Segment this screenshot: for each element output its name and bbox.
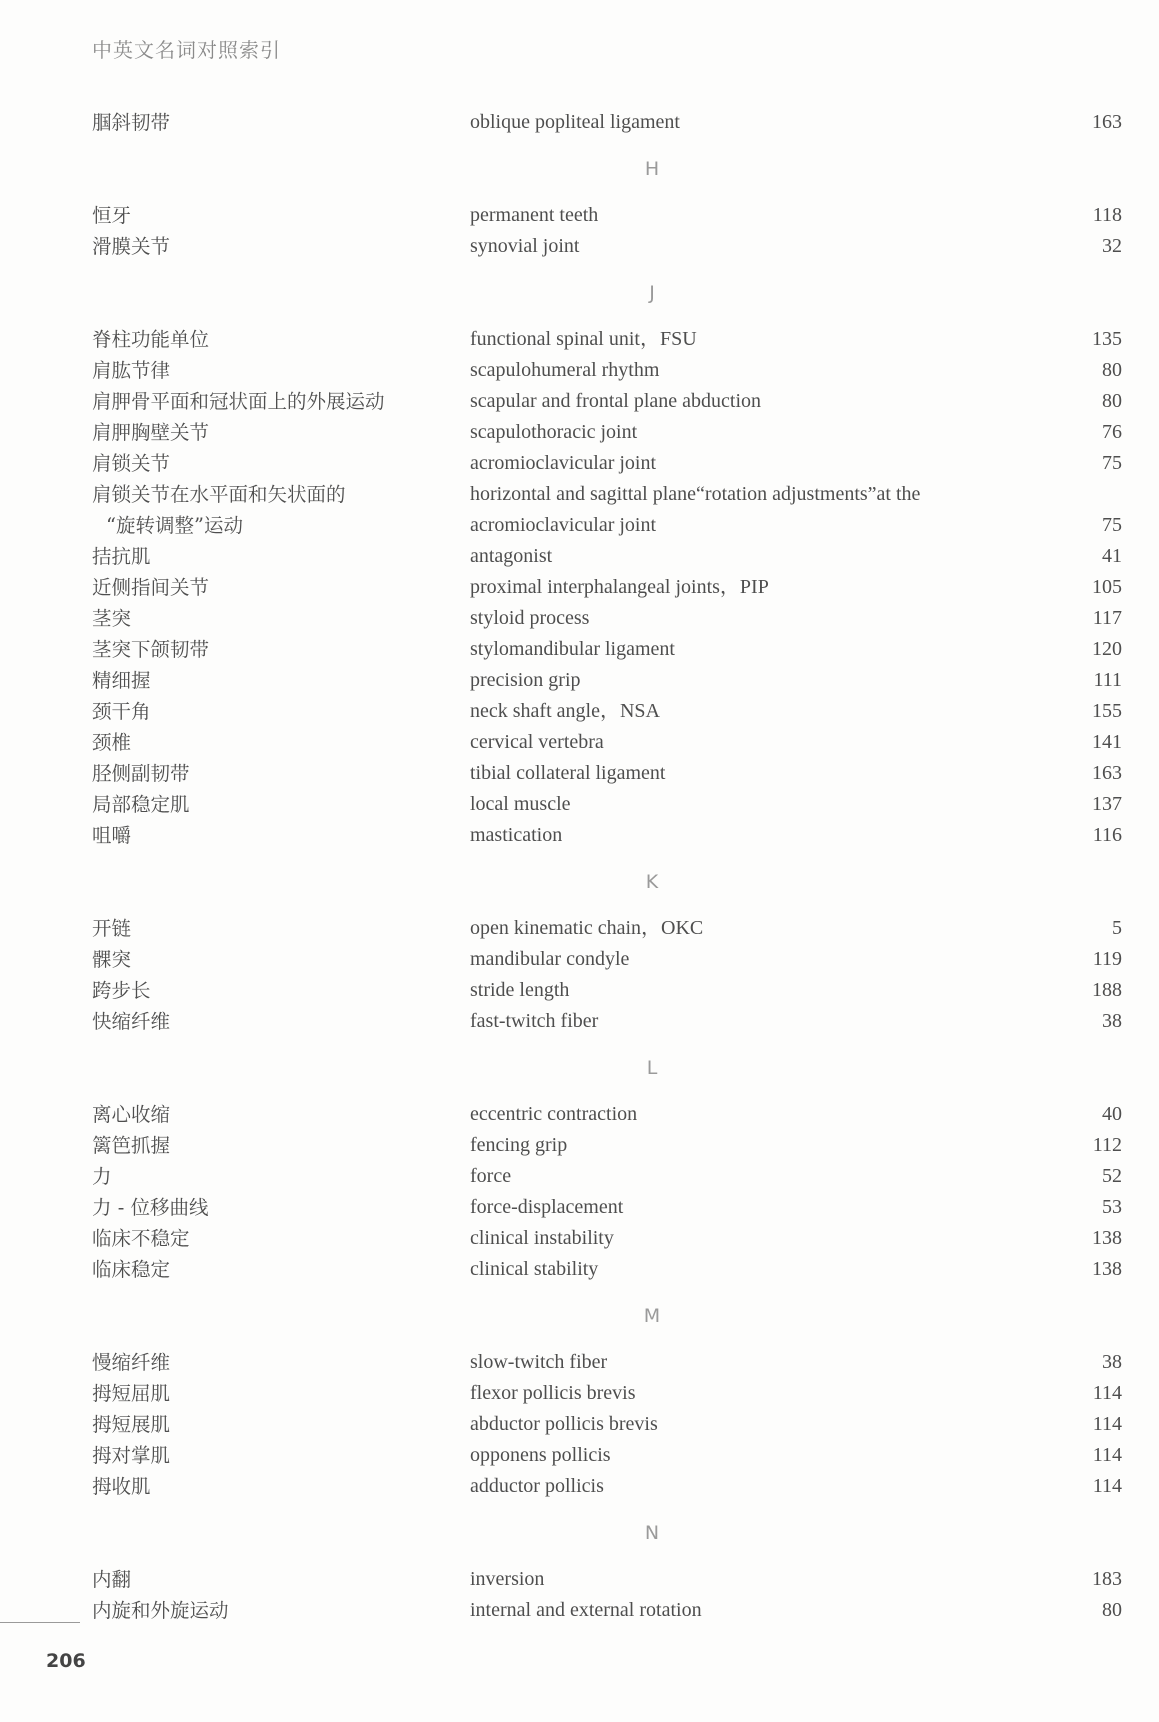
- page-reference: 114: [1092, 1444, 1122, 1466]
- english-term: tibial collateral ligament: [470, 762, 666, 784]
- page-reference: 76: [1102, 421, 1122, 443]
- english-term: styloid process: [470, 607, 590, 629]
- chinese-term: 茎突: [92, 607, 132, 630]
- chinese-term: 近侧指间关节: [92, 576, 210, 599]
- index-entry: [92, 1223, 1122, 1254]
- running-head: 中英文名词对照索引: [92, 38, 281, 62]
- english-term: scapulothoracic joint: [470, 421, 638, 443]
- index-entry: [92, 789, 1122, 820]
- chinese-term: 咀嚼: [92, 824, 132, 847]
- index-entry: [92, 324, 1122, 355]
- chinese-term: 胫侧副韧带: [92, 762, 190, 785]
- index-entry: [92, 355, 1122, 386]
- chinese-term: “旋转调整”运动: [106, 514, 243, 537]
- page-reference: 80: [1102, 1599, 1122, 1621]
- english-term: inversion: [470, 1568, 545, 1590]
- page-reference: 5: [1112, 917, 1122, 939]
- chinese-term: 内旋和外旋运动: [92, 1599, 229, 1622]
- chinese-term: 拇短展肌: [92, 1413, 171, 1436]
- page-reference: 141: [1092, 731, 1122, 753]
- page-reference: 135: [1092, 328, 1122, 350]
- english-term: acromioclavicular joint: [470, 452, 657, 474]
- english-term: acromioclavicular joint: [470, 514, 657, 536]
- english-term: synovial joint: [470, 235, 580, 257]
- chinese-term: 力: [92, 1165, 112, 1188]
- page-reference: 38: [1102, 1010, 1122, 1032]
- chinese-term: 脊柱功能单位: [92, 328, 210, 351]
- page-reference: 163: [1092, 762, 1122, 784]
- footer-rule: [0, 1622, 80, 1623]
- index-entry: [92, 820, 1122, 851]
- english-term: horizontal and sagittal plane“rotation adjustments”at the: [470, 483, 921, 505]
- index-entry: [92, 479, 1122, 510]
- index-entry: [92, 510, 1122, 541]
- page-reference: 155: [1092, 700, 1122, 722]
- page-reference: 40: [1102, 1103, 1122, 1125]
- english-term: mandibular condyle: [470, 948, 630, 970]
- chinese-term: 精细握: [92, 669, 151, 692]
- index-entry: [92, 200, 1122, 231]
- english-term: opponens pollicis: [470, 1444, 611, 1466]
- index-entry: [92, 448, 1122, 479]
- page-reference: 114: [1092, 1382, 1122, 1404]
- page-reference: 138: [1092, 1227, 1122, 1249]
- index-entry: [92, 1409, 1122, 1440]
- index-entry: [92, 541, 1122, 572]
- english-term: force: [470, 1165, 512, 1187]
- page-reference: 163: [1092, 111, 1122, 133]
- chinese-term: 力 - 位移曲线: [92, 1196, 209, 1219]
- english-term: oblique popliteal ligament: [470, 111, 680, 133]
- chinese-term: 髁突: [92, 948, 132, 971]
- chinese-term: 慢缩纤维: [92, 1351, 171, 1374]
- english-term: fencing grip: [470, 1134, 568, 1156]
- index-entry: [92, 603, 1122, 634]
- chinese-term: 临床稳定: [92, 1258, 171, 1281]
- english-term: open kinematic chain，OKC: [470, 917, 704, 939]
- page-number: 206: [46, 1650, 86, 1672]
- chinese-term: 茎突下颌韧带: [92, 638, 210, 661]
- page-reference: 137: [1092, 793, 1122, 815]
- english-term: flexor pollicis brevis: [470, 1382, 636, 1404]
- chinese-term: 肩肱节律: [92, 359, 171, 382]
- english-term: force-displacement: [470, 1196, 624, 1218]
- chinese-term: 跨步长: [92, 979, 151, 1002]
- chinese-term: 快缩纤维: [92, 1010, 171, 1033]
- page-reference: 105: [1092, 576, 1122, 598]
- section-letter: H: [644, 158, 660, 180]
- page-reference: 112: [1092, 1134, 1122, 1156]
- english-term: cervical vertebra: [470, 731, 604, 753]
- index-entry: [92, 1440, 1122, 1471]
- index-entry: [92, 1378, 1122, 1409]
- english-term: clinical stability: [470, 1258, 599, 1280]
- index-entry: [92, 1254, 1122, 1285]
- english-term: eccentric contraction: [470, 1103, 638, 1125]
- index-entry: [92, 1347, 1122, 1378]
- index-entry: [92, 758, 1122, 789]
- chinese-term: 肩胛骨平面和冠状面上的外展运动: [92, 390, 385, 413]
- page-reference: 138: [1092, 1258, 1122, 1280]
- page-reference: 119: [1092, 948, 1122, 970]
- index-entry: [92, 696, 1122, 727]
- english-term: scapulohumeral rhythm: [470, 359, 660, 381]
- index-entry: [92, 913, 1122, 944]
- chinese-term: 拮抗肌: [92, 545, 151, 568]
- index-entry: [92, 944, 1122, 975]
- english-term: functional spinal unit，FSU: [470, 328, 697, 350]
- page-reference: 38: [1102, 1351, 1122, 1373]
- index-entry: [92, 417, 1122, 448]
- chinese-term: 局部稳定肌: [92, 793, 190, 816]
- page-reference: 188: [1092, 979, 1122, 1001]
- index-list: [92, 107, 1122, 1626]
- index-entry: [92, 1006, 1122, 1037]
- chinese-term: 滑膜关节: [92, 235, 171, 258]
- chinese-term: 颈椎: [92, 731, 132, 754]
- chinese-term: 拇短屈肌: [92, 1382, 171, 1405]
- section-letter: L: [646, 1057, 658, 1079]
- english-term: precision grip: [470, 669, 581, 691]
- index-entry: [92, 1130, 1122, 1161]
- page-reference: 117: [1092, 607, 1122, 629]
- index-entry: [92, 727, 1122, 758]
- chinese-term: 篱笆抓握: [92, 1134, 171, 1157]
- english-term: antagonist: [470, 545, 553, 567]
- index-entry: [92, 1161, 1122, 1192]
- section-letter: M: [643, 1305, 661, 1327]
- page-reference: 53: [1102, 1196, 1122, 1218]
- english-term: scapular and frontal plane abduction: [470, 390, 761, 412]
- chinese-term: 肩锁关节在水平面和矢状面的: [92, 483, 346, 506]
- page-reference: 41: [1102, 545, 1122, 567]
- index-entry: [92, 634, 1122, 665]
- page-reference: 111: [1093, 669, 1122, 691]
- chinese-term: 腘斜韧带: [92, 111, 171, 134]
- english-term: slow-twitch fiber: [470, 1351, 608, 1373]
- page-reference: 116: [1092, 824, 1122, 846]
- english-term: mastication: [470, 824, 563, 846]
- index-entry: [92, 231, 1122, 262]
- index-entry: [92, 1192, 1122, 1223]
- chinese-term: 肩锁关节: [92, 452, 171, 475]
- chinese-term: 离心收缩: [92, 1103, 171, 1126]
- english-term: adductor pollicis: [470, 1475, 604, 1497]
- index-entry: [92, 665, 1122, 696]
- page-reference: 52: [1102, 1165, 1122, 1187]
- index-entry: [92, 386, 1122, 417]
- section-letter: K: [645, 871, 659, 893]
- english-term: stylomandibular ligament: [470, 638, 675, 660]
- page-reference: 183: [1092, 1568, 1122, 1590]
- index-entry: [92, 107, 1122, 138]
- index-entry: [92, 1564, 1122, 1595]
- english-term: neck shaft angle，NSA: [470, 700, 660, 722]
- page-reference: 114: [1092, 1475, 1122, 1497]
- chinese-term: 肩胛胸壁关节: [92, 421, 210, 444]
- index-entry: [92, 1595, 1122, 1626]
- section-letter: N: [644, 1522, 660, 1544]
- index-entry: [92, 1471, 1122, 1502]
- index-entry: [92, 1099, 1122, 1130]
- chinese-term: 内翻: [92, 1568, 132, 1591]
- page-reference: 75: [1102, 452, 1122, 474]
- english-term: internal and external rotation: [470, 1599, 702, 1621]
- page-reference: 32: [1102, 235, 1122, 257]
- english-term: clinical instability: [470, 1227, 614, 1249]
- english-term: permanent teeth: [470, 204, 599, 226]
- page-reference: 80: [1102, 359, 1122, 381]
- english-term: abductor pollicis brevis: [470, 1413, 658, 1435]
- chinese-term: 拇收肌: [92, 1475, 151, 1498]
- index-entry: [92, 975, 1122, 1006]
- chinese-term: 颈干角: [92, 700, 151, 723]
- chinese-term: 恒牙: [92, 204, 132, 227]
- english-term: fast-twitch fiber: [470, 1010, 599, 1032]
- chinese-term: 开链: [92, 917, 132, 940]
- english-term: stride length: [470, 979, 570, 1001]
- chinese-term: 临床不稳定: [92, 1227, 190, 1250]
- page-reference: 118: [1092, 204, 1122, 226]
- section-letter: J: [649, 282, 655, 304]
- page-reference: 80: [1102, 390, 1122, 412]
- page-reference: 120: [1092, 638, 1122, 660]
- chinese-term: 拇对掌肌: [92, 1444, 171, 1467]
- english-term: proximal interphalangeal joints，PIP: [470, 576, 769, 598]
- page-reference: 114: [1092, 1413, 1122, 1435]
- index-entry: [92, 572, 1122, 603]
- english-term: local muscle: [470, 793, 571, 815]
- page-reference: 75: [1102, 514, 1122, 536]
